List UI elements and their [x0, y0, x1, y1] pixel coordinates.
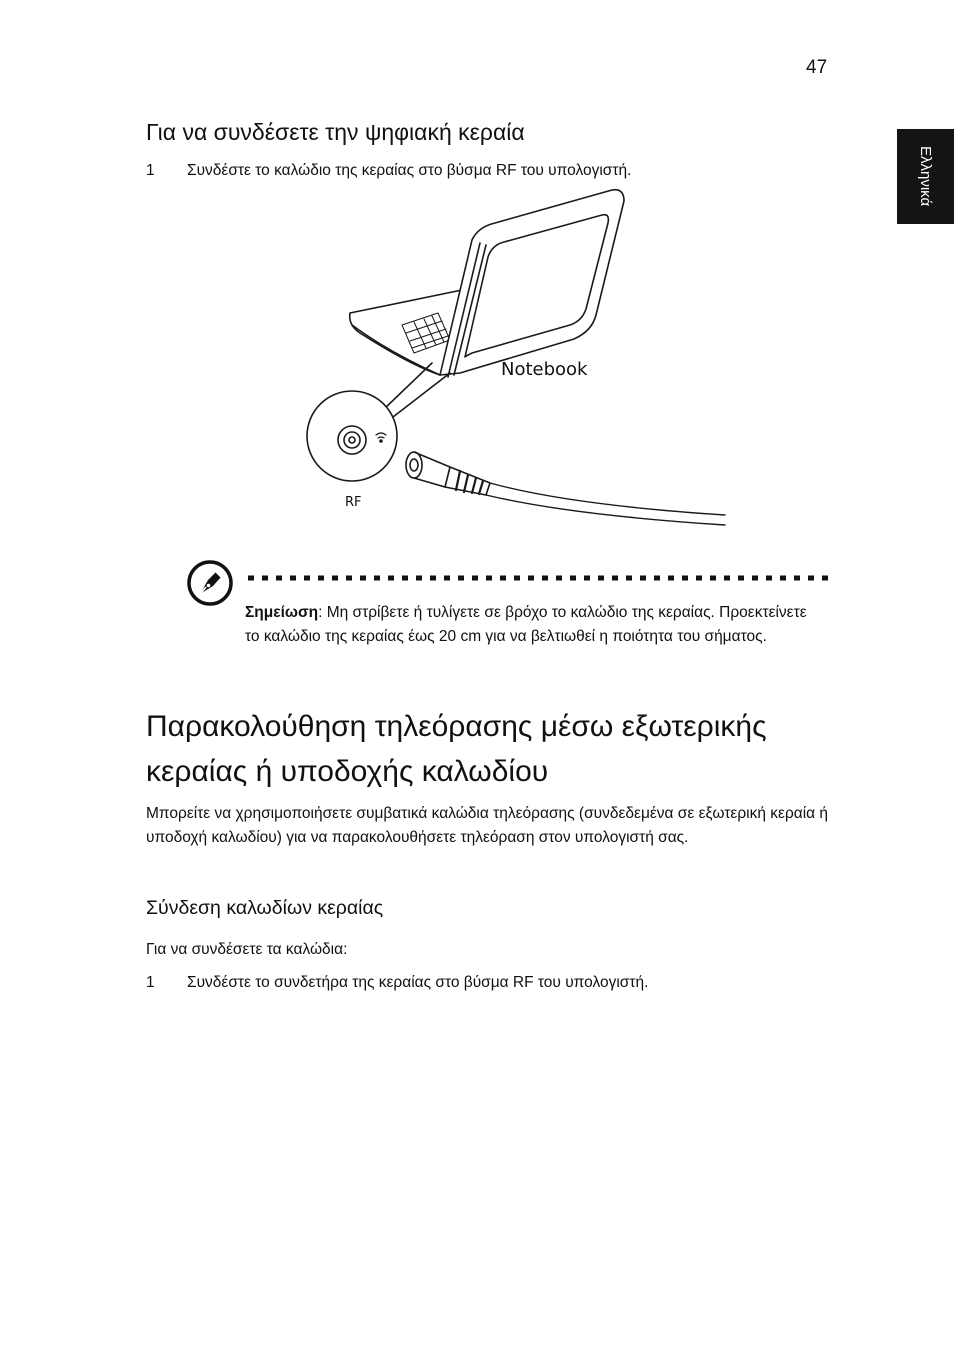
pen-note-icon [186, 560, 234, 606]
step-connect-antenna-connector [146, 974, 846, 996]
step-text: Συνδέστε το συνδετήρα της κεραίας στο βύσμα RF του υπολογιστή. [187, 974, 649, 991]
subheading-antenna-cables: Σύνδεση καλωδίων κεραίας [146, 897, 384, 919]
step-number: 1 [146, 974, 155, 991]
notebook-label: Notebook [501, 359, 588, 380]
note-text [245, 601, 825, 648]
tv-viewing-paragraph: Μπορείτε να χρησιμοποιήσετε συμβατικά καλώδια τηλεόρασης (συνδεδεμένα σε εξωτερική κεραία ή υποδοχή καλωδίου) για να παρακολουθήσετε τηλεόραση στον υπολογιστή σας. [146, 805, 829, 846]
step-number: 1 [146, 162, 155, 179]
note-body: : Μη στρίβετε ή τυλίγετε σε βρόχο το καλώδιο της κεραίας. Προεκτείνετε το καλώδιο της κεραίας έως 20 cm για να βελτιωθεί η ποιότητα του σήματος. [245, 604, 807, 645]
step-connect-antenna-cable [146, 162, 846, 184]
note-divider [248, 574, 833, 582]
step-text: Συνδέστε το καλώδιο της κεραίας στο βύσμα RF του υπολογιστή. [187, 162, 632, 179]
page-number: 47 [806, 57, 828, 78]
language-tab [897, 129, 954, 224]
section-heading-digital-antenna: Για να συνδέσετε την ψηφιακή κεραία [146, 119, 525, 145]
notebook-rf-connection-illustration [290, 185, 740, 530]
note-label: Σημείωση [245, 604, 319, 621]
rf-port-label: RF [345, 495, 362, 510]
language-tab-label: Ελληνικά [917, 146, 934, 207]
antenna-cables-intro: Για να συνδέσετε τα καλώδια: [146, 941, 348, 958]
section-heading-tv-viewing: Παρακολούθηση τηλεόρασης μέσω εξωτερικής κεραίας ή υποδοχής καλωδίου [146, 710, 767, 788]
